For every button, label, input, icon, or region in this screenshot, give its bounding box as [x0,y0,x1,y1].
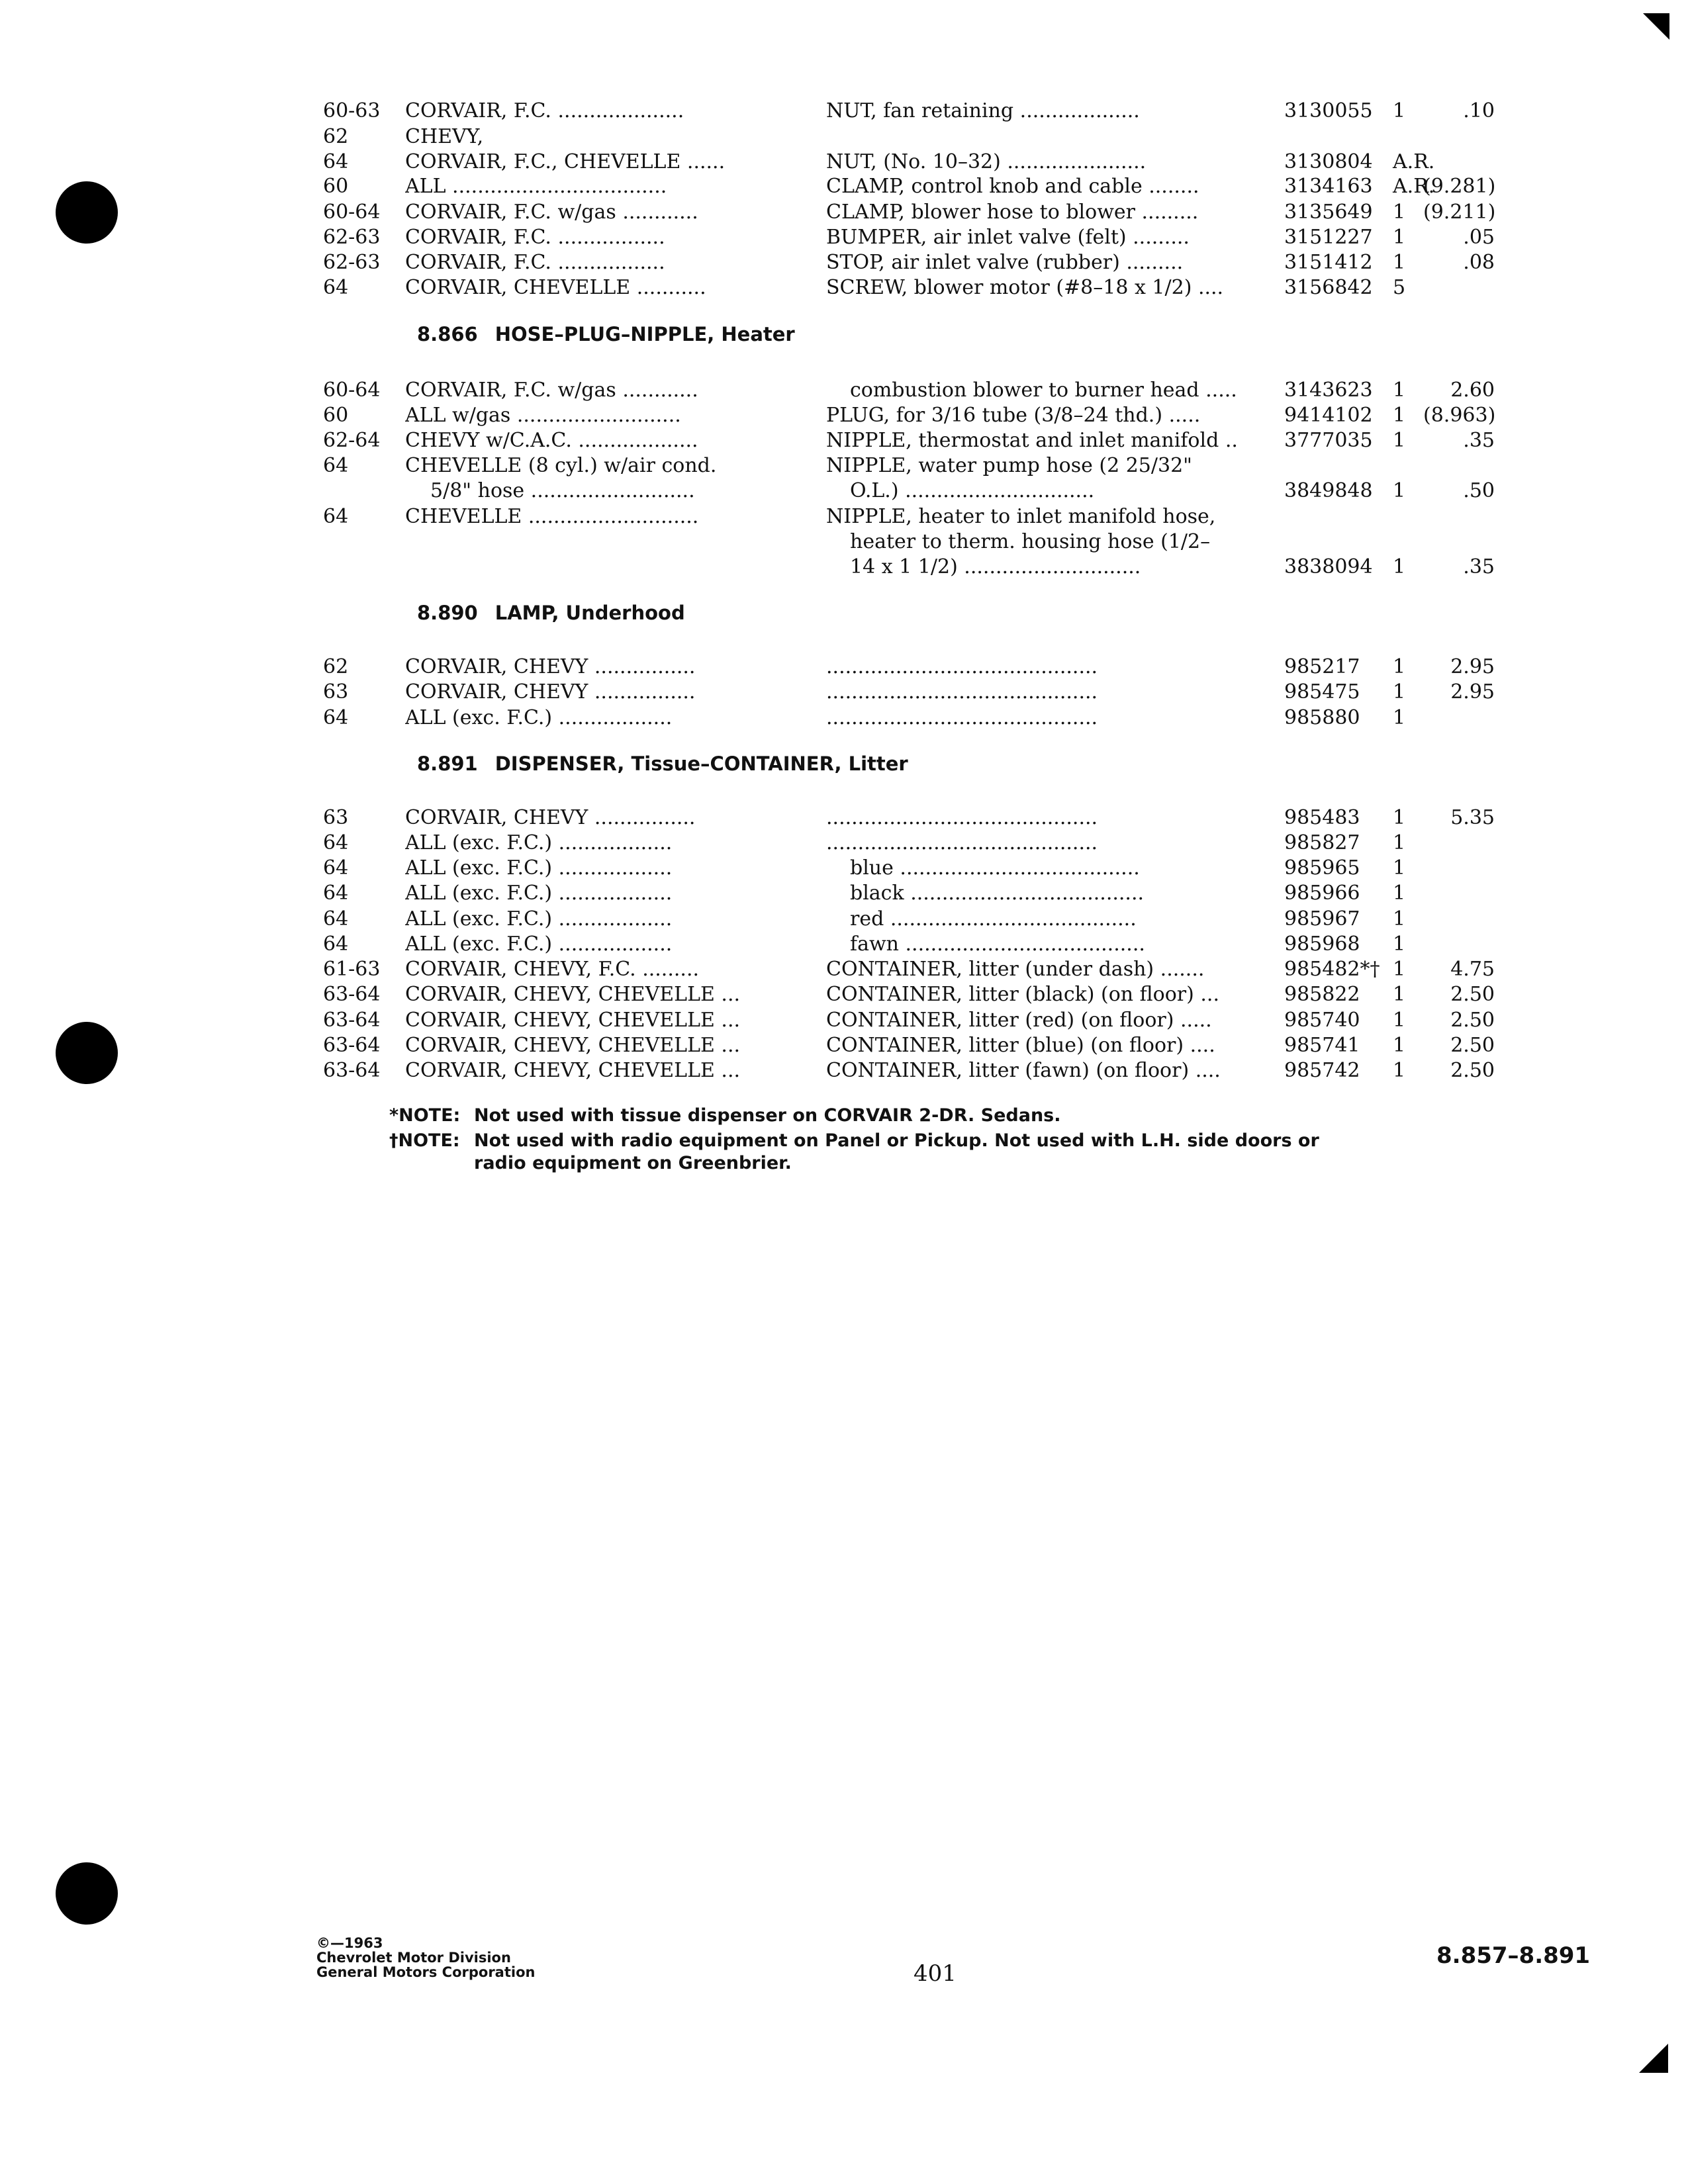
part-number-cell: 3156842 [1284,276,1373,299]
part-number-cell: 3838094 [1284,555,1373,578]
model-cell: CORVAIR, CHEVY, CHEVELLE ... [405,1059,741,1082]
table-row [0,453,1688,479]
part-number-cell: 985741 [1284,1034,1360,1057]
table-row [0,1032,1688,1059]
price-cell: .08 [1463,251,1495,274]
quantity-cell: 1 [1393,555,1406,578]
year-cell: 60-63 [323,99,381,122]
model-cell: ALL (exc. F.C.) .................. [405,706,673,729]
part-number-cell: 3135649 [1284,201,1373,224]
quantity-cell: 1 [1393,933,1406,956]
price-cell: 5.35 [1450,806,1495,829]
description-cell: combustion blower to burner head ..... [850,379,1237,402]
year-cell: 62-63 [323,226,381,249]
year-cell: 64 [323,706,349,729]
model-cell: ALL (exc. F.C.) .................. [405,831,673,854]
part-number-cell: 985968 [1284,933,1360,956]
table-row [0,654,1688,680]
section-heading-8-890 [417,600,685,626]
note-text: Not used with tissue dispenser on CORVAIR 2-DR. Sedans. [474,1105,1061,1126]
year-cell: 64 [323,856,349,880]
table-row [0,805,1688,831]
description-cell: CONTAINER, litter (red) (on floor) ..... [826,1009,1212,1032]
part-number-cell: 3849848 [1284,479,1373,502]
note-label: †NOTE: [389,1130,460,1151]
description-cell: blue ...................................... [850,856,1140,880]
description-cell: PLUG, for 3/16 tube (3/8–24 thd.) ..... [826,404,1201,427]
price-cell: 2.50 [1450,1059,1495,1082]
year-cell: 60 [323,404,349,427]
year-cell: 64 [323,882,349,905]
year-cell: 63 [323,806,349,829]
price-cell: 2.50 [1450,1034,1495,1057]
price-cell: 2.50 [1450,1009,1495,1032]
table-row [0,679,1688,705]
section-number: 8.890 [417,602,478,624]
part-number-cell: 3134163 [1284,175,1373,198]
year-cell: 63-64 [323,1034,381,1057]
price-cell: 2.60 [1450,379,1495,402]
description-cell: ........................................... [826,706,1098,729]
part-number-cell: 985740 [1284,1009,1360,1032]
part-number-cell: 985742 [1284,1059,1360,1082]
year-cell: 64 [323,907,349,931]
description-cell: BUMPER, air inlet valve (felt) ......... [826,226,1190,249]
model-cell: CORVAIR, CHEVY ................ [405,680,696,704]
quantity-cell: 5 [1393,276,1406,299]
price-cell: 4.75 [1450,958,1495,981]
quantity-cell: 1 [1393,404,1406,427]
table-row [0,402,1688,429]
price-cell: (8.963) [1423,404,1496,427]
part-number-cell: 985880 [1284,706,1360,729]
section-title: DISPENSER, Tissue–CONTAINER, Litter [494,752,908,775]
part-number-cell: 3777035 [1284,429,1373,452]
model-cell: CORVAIR, F.C. w/gas ............ [405,379,698,402]
model-cell: 5/8" hose .......................... [430,479,695,502]
model-cell: CORVAIR, F.C. ................. [405,251,665,274]
table-row [0,428,1688,454]
part-number-cell: 985827 [1284,831,1360,854]
description-cell: red ....................................... [850,907,1137,931]
model-cell: CORVAIR, CHEVY, F.C. ......... [405,958,700,981]
note-tissue-dispenser [389,1105,1061,1127]
table-row [0,830,1688,856]
description-cell: STOP, air inlet valve (rubber) ......... [826,251,1184,274]
footer-division: Chevrolet Motor Division [316,1950,511,1966]
description-cell: CONTAINER, litter (blue) (on floor) .... [826,1034,1215,1057]
part-number-cell: 9414102 [1284,404,1373,427]
model-cell: ALL (exc. F.C.) .................. [405,882,673,905]
table-row [0,199,1688,226]
part-number-cell: 985822 [1284,983,1360,1006]
table-row [0,377,1688,404]
table-row [0,98,1688,124]
table-row [0,855,1688,882]
table-row [0,1058,1688,1084]
year-cell: 62 [323,655,349,678]
model-cell: CORVAIR, CHEVY ................ [405,806,696,829]
note-radio-equipment-continued: radio equipment on Greenbrier. [474,1153,792,1173]
description-cell: CONTAINER, litter (fawn) (on floor) .... [826,1059,1221,1082]
section-heading-8-891 [417,751,908,777]
description-cell: NIPPLE, heater to inlet manifold hose, [826,505,1216,528]
model-cell: CHEVELLE ........................... [405,505,699,528]
price-cell: .35 [1463,429,1495,452]
year-cell: 64 [323,505,349,528]
part-number-cell: 985967 [1284,907,1360,931]
part-number-cell: 985482*† [1284,958,1380,981]
quantity-cell: 1 [1393,655,1406,678]
description-cell: CLAMP, blower hose to blower ......... [826,201,1199,224]
punch-hole-bottom [56,1862,118,1925]
table-row [0,250,1688,276]
quantity-cell: 1 [1393,479,1406,502]
quantity-cell: 1 [1393,1009,1406,1032]
price-cell: .50 [1463,479,1495,502]
quantity-cell: 1 [1393,806,1406,829]
year-cell: 64 [323,276,349,299]
year-cell: 63-64 [323,983,381,1006]
year-cell: 60-64 [323,201,381,224]
part-number-cell: 3130804 [1284,150,1373,173]
price-cell: 2.95 [1450,680,1495,704]
table-row [0,1007,1688,1034]
model-cell: CORVAIR, CHEVY ................ [405,655,696,678]
description-cell: fawn ...................................... [850,933,1145,956]
quantity-cell: 1 [1393,983,1406,1006]
table-row [0,124,1688,150]
table-row [0,906,1688,933]
quantity-cell: A.R. [1393,150,1435,173]
description-cell: O.L.) .............................. [850,479,1095,502]
quantity-cell: 1 [1393,856,1406,880]
part-number-cell: 3143623 [1284,379,1373,402]
model-cell: CORVAIR, CHEVY, CHEVELLE ... [405,1009,741,1032]
quantity-cell: 1 [1393,831,1406,854]
table-row [0,880,1688,907]
description-cell: NIPPLE, water pump hose (2 25/32" [826,454,1192,477]
table-row [0,931,1688,958]
quantity-cell: 1 [1393,201,1406,224]
description-cell: heater to therm. housing hose (1/2– [850,530,1211,553]
model-cell: CORVAIR, CHEVELLE ........... [405,276,706,299]
table-row [0,554,1688,580]
corner-mark-bottom-right [1639,2044,1668,2073]
price-cell: .05 [1463,226,1495,249]
quantity-cell: 1 [1393,99,1406,122]
section-number: 8.866 [417,323,478,345]
table-row [0,478,1688,504]
year-cell: 62-64 [323,429,381,452]
quantity-cell: 1 [1393,251,1406,274]
price-cell: .10 [1463,99,1495,122]
quantity-cell: 1 [1393,958,1406,981]
section-range: 8.857–8.891 [1436,1942,1591,1969]
model-cell: CORVAIR, F.C. w/gas ............ [405,201,698,224]
quantity-cell: 1 [1393,379,1406,402]
model-cell: ALL (exc. F.C.) .................. [405,907,673,931]
description-cell: SCREW, blower motor (#8–18 x 1/2) .... [826,276,1224,299]
quantity-cell: 1 [1393,1034,1406,1057]
note-text: Not used with radio equipment on Panel or Pickup. Not used with L.H. side doors or [474,1130,1319,1151]
part-number-cell: 985966 [1284,882,1360,905]
year-cell: 64 [323,150,349,173]
quantity-cell: 1 [1393,1059,1406,1082]
quantity-cell: 1 [1393,429,1406,452]
price-cell: (9.211) [1423,201,1496,224]
part-number-cell: 3151227 [1284,226,1373,249]
corner-mark-top-right [1643,13,1669,40]
year-cell: 62-63 [323,251,381,274]
table-row [0,529,1688,555]
description-cell: CLAMP, control knob and cable ........ [826,175,1199,198]
part-number-cell: 985475 [1284,680,1360,704]
part-number-cell: 3130055 [1284,99,1373,122]
table-row [0,224,1688,251]
description-cell: ........................................... [826,680,1098,704]
description-cell: black ..................................... [850,882,1145,905]
model-cell: CORVAIR, F.C. ................. [405,226,665,249]
description-cell: ........................................... [826,655,1098,678]
quantity-cell: 1 [1393,706,1406,729]
price-cell: 2.50 [1450,983,1495,1006]
note-radio-equipment [389,1130,1319,1152]
description-cell: ........................................... [826,831,1098,854]
year-cell: 63-64 [323,1059,381,1082]
table-row [0,981,1688,1008]
section-heading-8-866 [417,321,795,347]
model-cell: ALL (exc. F.C.) .................. [405,933,673,956]
model-cell: CORVAIR, CHEVY, CHEVELLE ... [405,983,741,1006]
quantity-cell: 1 [1393,226,1406,249]
model-cell: CHEVELLE (8 cyl.) w/air cond. [405,454,717,477]
year-cell: 64 [323,454,349,477]
table-row [0,173,1688,200]
description-cell: 14 x 1 1/2) ............................ [850,555,1141,578]
year-cell: 64 [323,933,349,956]
section-title: HOSE–PLUG–NIPPLE, Heater [494,323,795,345]
model-cell: CORVAIR, CHEVY, CHEVELLE ... [405,1034,741,1057]
table-row [0,275,1688,301]
part-number-cell: 3151412 [1284,251,1373,274]
year-cell: 60-64 [323,379,381,402]
description-cell: CONTAINER, litter (black) (on floor) ... [826,983,1219,1006]
model-cell: ALL w/gas .......................... [405,404,681,427]
description-cell: ........................................... [826,806,1098,829]
description-cell: NUT, (No. 10–32) ...................... [826,150,1147,173]
quantity-cell: A.R. [1393,175,1435,198]
price-cell: 2.95 [1450,655,1495,678]
section-number: 8.891 [417,752,478,775]
quantity-cell: 1 [1393,680,1406,704]
model-cell: ALL .................................. [405,175,667,198]
description-cell: CONTAINER, litter (under dash) ....... [826,958,1205,981]
year-cell: 61-63 [323,958,381,981]
quantity-cell: 1 [1393,882,1406,905]
description-cell: NUT, fan retaining ................... [826,99,1140,122]
section-title: LAMP, Underhood [494,602,685,624]
year-cell: 64 [323,831,349,854]
page-number: 401 [914,1960,957,1987]
part-number-cell: 985965 [1284,856,1360,880]
model-cell: CHEVY w/C.A.C. ................... [405,429,698,452]
table-row [0,504,1688,530]
quantity-cell: 1 [1393,907,1406,931]
part-number-cell: 985483 [1284,806,1360,829]
table-row [0,705,1688,731]
model-cell: CHEVY, [405,125,484,148]
footer-corporation: General Motors Corporation [316,1964,536,1980]
year-cell: 62 [323,125,349,148]
table-row [0,956,1688,983]
footer-copyright: ©—1963 [316,1935,383,1951]
note-label: *NOTE: [389,1105,461,1126]
model-cell: CORVAIR, F.C., CHEVELLE ...... [405,150,726,173]
model-cell: ALL (exc. F.C.) .................. [405,856,673,880]
price-cell: .35 [1463,555,1495,578]
part-number-cell: 985217 [1284,655,1360,678]
model-cell: CORVAIR, F.C. .................... [405,99,684,122]
price-cell: (9.281) [1423,175,1496,198]
table-row [0,149,1688,175]
year-cell: 63 [323,680,349,704]
year-cell: 60 [323,175,349,198]
year-cell: 63-64 [323,1009,381,1032]
description-cell: NIPPLE, thermostat and inlet manifold .. [826,429,1238,452]
